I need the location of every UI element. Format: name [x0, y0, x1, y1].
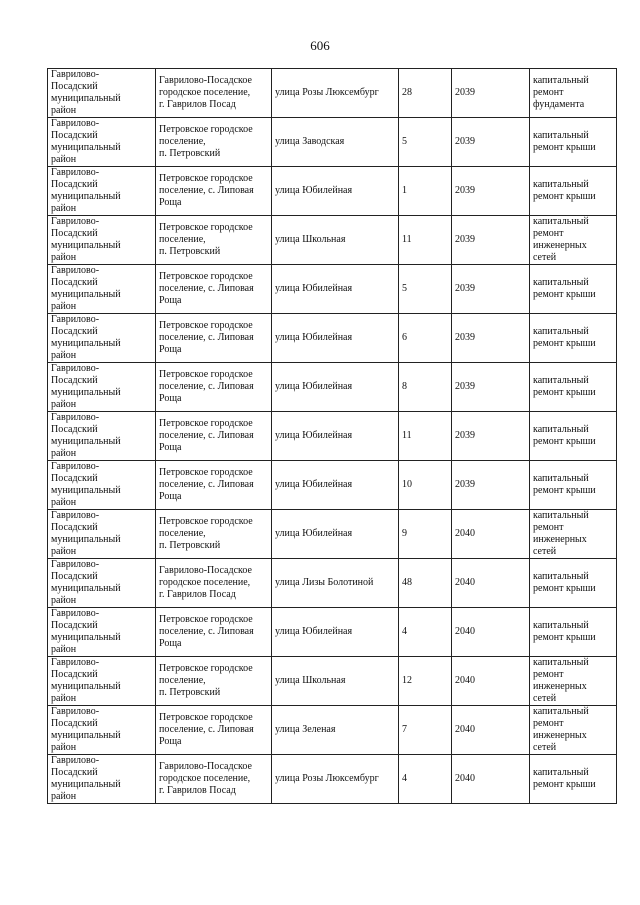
repair-schedule-table	[47, 68, 617, 804]
street-cell: улица Зеленая	[272, 706, 399, 755]
district-cell: Гаврилово- Посадский муниципальный район	[48, 412, 156, 461]
work-type-cell: капитальный ремонт крыши	[530, 363, 617, 412]
table-row	[48, 559, 617, 608]
table-row	[48, 314, 617, 363]
year-cell: 2040	[452, 706, 530, 755]
settlement-cell: Петровское городское поселение, с. Липовая Роща	[156, 608, 272, 657]
work-type-cell: капитальный ремонт крыши	[530, 314, 617, 363]
district-cell: Гаврилово- Посадский муниципальный район	[48, 363, 156, 412]
year-cell: 2040	[452, 559, 530, 608]
settlement-cell: Петровское городское поселение, с. Липовая Роща	[156, 363, 272, 412]
district-cell: Гаврилово- Посадский муниципальный район	[48, 216, 156, 265]
district-cell: Гаврилово- Посадский муниципальный район	[48, 118, 156, 167]
settlement-cell: Гаврилово-Посадское городское поселение, г. Гаврилов Посад	[156, 755, 272, 804]
house-number-cell: 48	[399, 559, 452, 608]
year-cell: 2039	[452, 314, 530, 363]
street-cell: улица Юбилейная	[272, 167, 399, 216]
street-cell: улица Юбилейная	[272, 461, 399, 510]
street-cell: улица Лизы Болотиной	[272, 559, 399, 608]
year-cell: 2039	[452, 461, 530, 510]
work-type-cell: капитальный ремонт крыши	[530, 118, 617, 167]
work-type-cell: капитальный ремонт крыши	[530, 265, 617, 314]
settlement-cell: Петровское городское поселение, п. Петровский	[156, 510, 272, 559]
table-body	[48, 69, 617, 804]
table-row	[48, 363, 617, 412]
settlement-cell: Гаврилово-Посадское городское поселение, г. Гаврилов Посад	[156, 559, 272, 608]
house-number-cell: 28	[399, 69, 452, 118]
settlement-cell: Петровское городское поселение, с. Липовая Роща	[156, 265, 272, 314]
settlement-cell: Петровское городское поселение, п. Петровский	[156, 216, 272, 265]
district-cell: Гаврилово- Посадский муниципальный район	[48, 69, 156, 118]
house-number-cell: 6	[399, 314, 452, 363]
table-row	[48, 461, 617, 510]
street-cell: улица Школьная	[272, 657, 399, 706]
street-cell: улица Розы Люксембург	[272, 755, 399, 804]
year-cell: 2039	[452, 265, 530, 314]
house-number-cell: 4	[399, 608, 452, 657]
house-number-cell: 5	[399, 265, 452, 314]
street-cell: улица Школьная	[272, 216, 399, 265]
district-cell: Гаврилово- Посадский муниципальный район	[48, 559, 156, 608]
district-cell: Гаврилово- Посадский муниципальный район	[48, 755, 156, 804]
house-number-cell: 7	[399, 706, 452, 755]
district-cell: Гаврилово- Посадский муниципальный район	[48, 510, 156, 559]
table-row	[48, 657, 617, 706]
street-cell: улица Юбилейная	[272, 363, 399, 412]
table-row	[48, 69, 617, 118]
work-type-cell: капитальный ремонт крыши	[530, 167, 617, 216]
year-cell: 2040	[452, 755, 530, 804]
street-cell: улица Юбилейная	[272, 412, 399, 461]
house-number-cell: 4	[399, 755, 452, 804]
work-type-cell: капитальный ремонт крыши	[530, 412, 617, 461]
house-number-cell: 11	[399, 412, 452, 461]
work-type-cell: капитальный ремонт крыши	[530, 559, 617, 608]
work-type-cell: капитальный ремонт крыши	[530, 755, 617, 804]
settlement-cell: Петровское городское поселение, с. Липовая Роща	[156, 706, 272, 755]
settlement-cell: Гаврилово-Посадское городское поселение, г. Гаврилов Посад	[156, 69, 272, 118]
year-cell: 2039	[452, 69, 530, 118]
page-number: 606	[310, 38, 330, 53]
house-number-cell: 10	[399, 461, 452, 510]
house-number-cell: 12	[399, 657, 452, 706]
year-cell: 2039	[452, 118, 530, 167]
street-cell: улица Юбилейная	[272, 265, 399, 314]
table-row	[48, 412, 617, 461]
settlement-cell: Петровское городское поселение, с. Липовая Роща	[156, 461, 272, 510]
settlement-cell: Петровское городское поселение, с. Липовая Роща	[156, 412, 272, 461]
work-type-cell: капитальный ремонт крыши	[530, 461, 617, 510]
district-cell: Гаврилово- Посадский муниципальный район	[48, 167, 156, 216]
work-type-cell: капитальный ремонт инженерных сетей	[530, 706, 617, 755]
year-cell: 2039	[452, 412, 530, 461]
district-cell: Гаврилово- Посадский муниципальный район	[48, 608, 156, 657]
table-row	[48, 118, 617, 167]
table-row	[48, 706, 617, 755]
settlement-cell: Петровское городское поселение, п. Петровский	[156, 657, 272, 706]
table-row	[48, 755, 617, 804]
house-number-cell: 9	[399, 510, 452, 559]
street-cell: улица Юбилейная	[272, 314, 399, 363]
house-number-cell: 11	[399, 216, 452, 265]
district-cell: Гаврилово- Посадский муниципальный район	[48, 657, 156, 706]
street-cell: улица Юбилейная	[272, 608, 399, 657]
year-cell: 2040	[452, 657, 530, 706]
year-cell: 2040	[452, 608, 530, 657]
street-cell: улица Юбилейная	[272, 510, 399, 559]
street-cell: улица Розы Люксембург	[272, 69, 399, 118]
district-cell: Гаврилово- Посадский муниципальный район	[48, 265, 156, 314]
table-row	[48, 216, 617, 265]
work-type-cell: капитальный ремонт инженерных сетей	[530, 510, 617, 559]
work-type-cell: капитальный ремонт фундамента	[530, 69, 617, 118]
table-row	[48, 510, 617, 559]
house-number-cell: 1	[399, 167, 452, 216]
district-cell: Гаврилово- Посадский муниципальный район	[48, 461, 156, 510]
table-row	[48, 265, 617, 314]
district-cell: Гаврилово- Посадский муниципальный район	[48, 706, 156, 755]
settlement-cell: Петровское городское поселение, с. Липовая Роща	[156, 167, 272, 216]
year-cell: 2039	[452, 167, 530, 216]
work-type-cell: капитальный ремонт инженерных сетей	[530, 216, 617, 265]
table-row	[48, 167, 617, 216]
year-cell: 2039	[452, 363, 530, 412]
table-row	[48, 608, 617, 657]
year-cell: 2039	[452, 216, 530, 265]
settlement-cell: Петровское городское поселение, п. Петровский	[156, 118, 272, 167]
work-type-cell: капитальный ремонт крыши	[530, 608, 617, 657]
year-cell: 2040	[452, 510, 530, 559]
house-number-cell: 5	[399, 118, 452, 167]
street-cell: улица Заводская	[272, 118, 399, 167]
work-type-cell: капитальный ремонт инженерных сетей	[530, 657, 617, 706]
settlement-cell: Петровское городское поселение, с. Липовая Роща	[156, 314, 272, 363]
house-number-cell: 8	[399, 363, 452, 412]
district-cell: Гаврилово- Посадский муниципальный район	[48, 314, 156, 363]
